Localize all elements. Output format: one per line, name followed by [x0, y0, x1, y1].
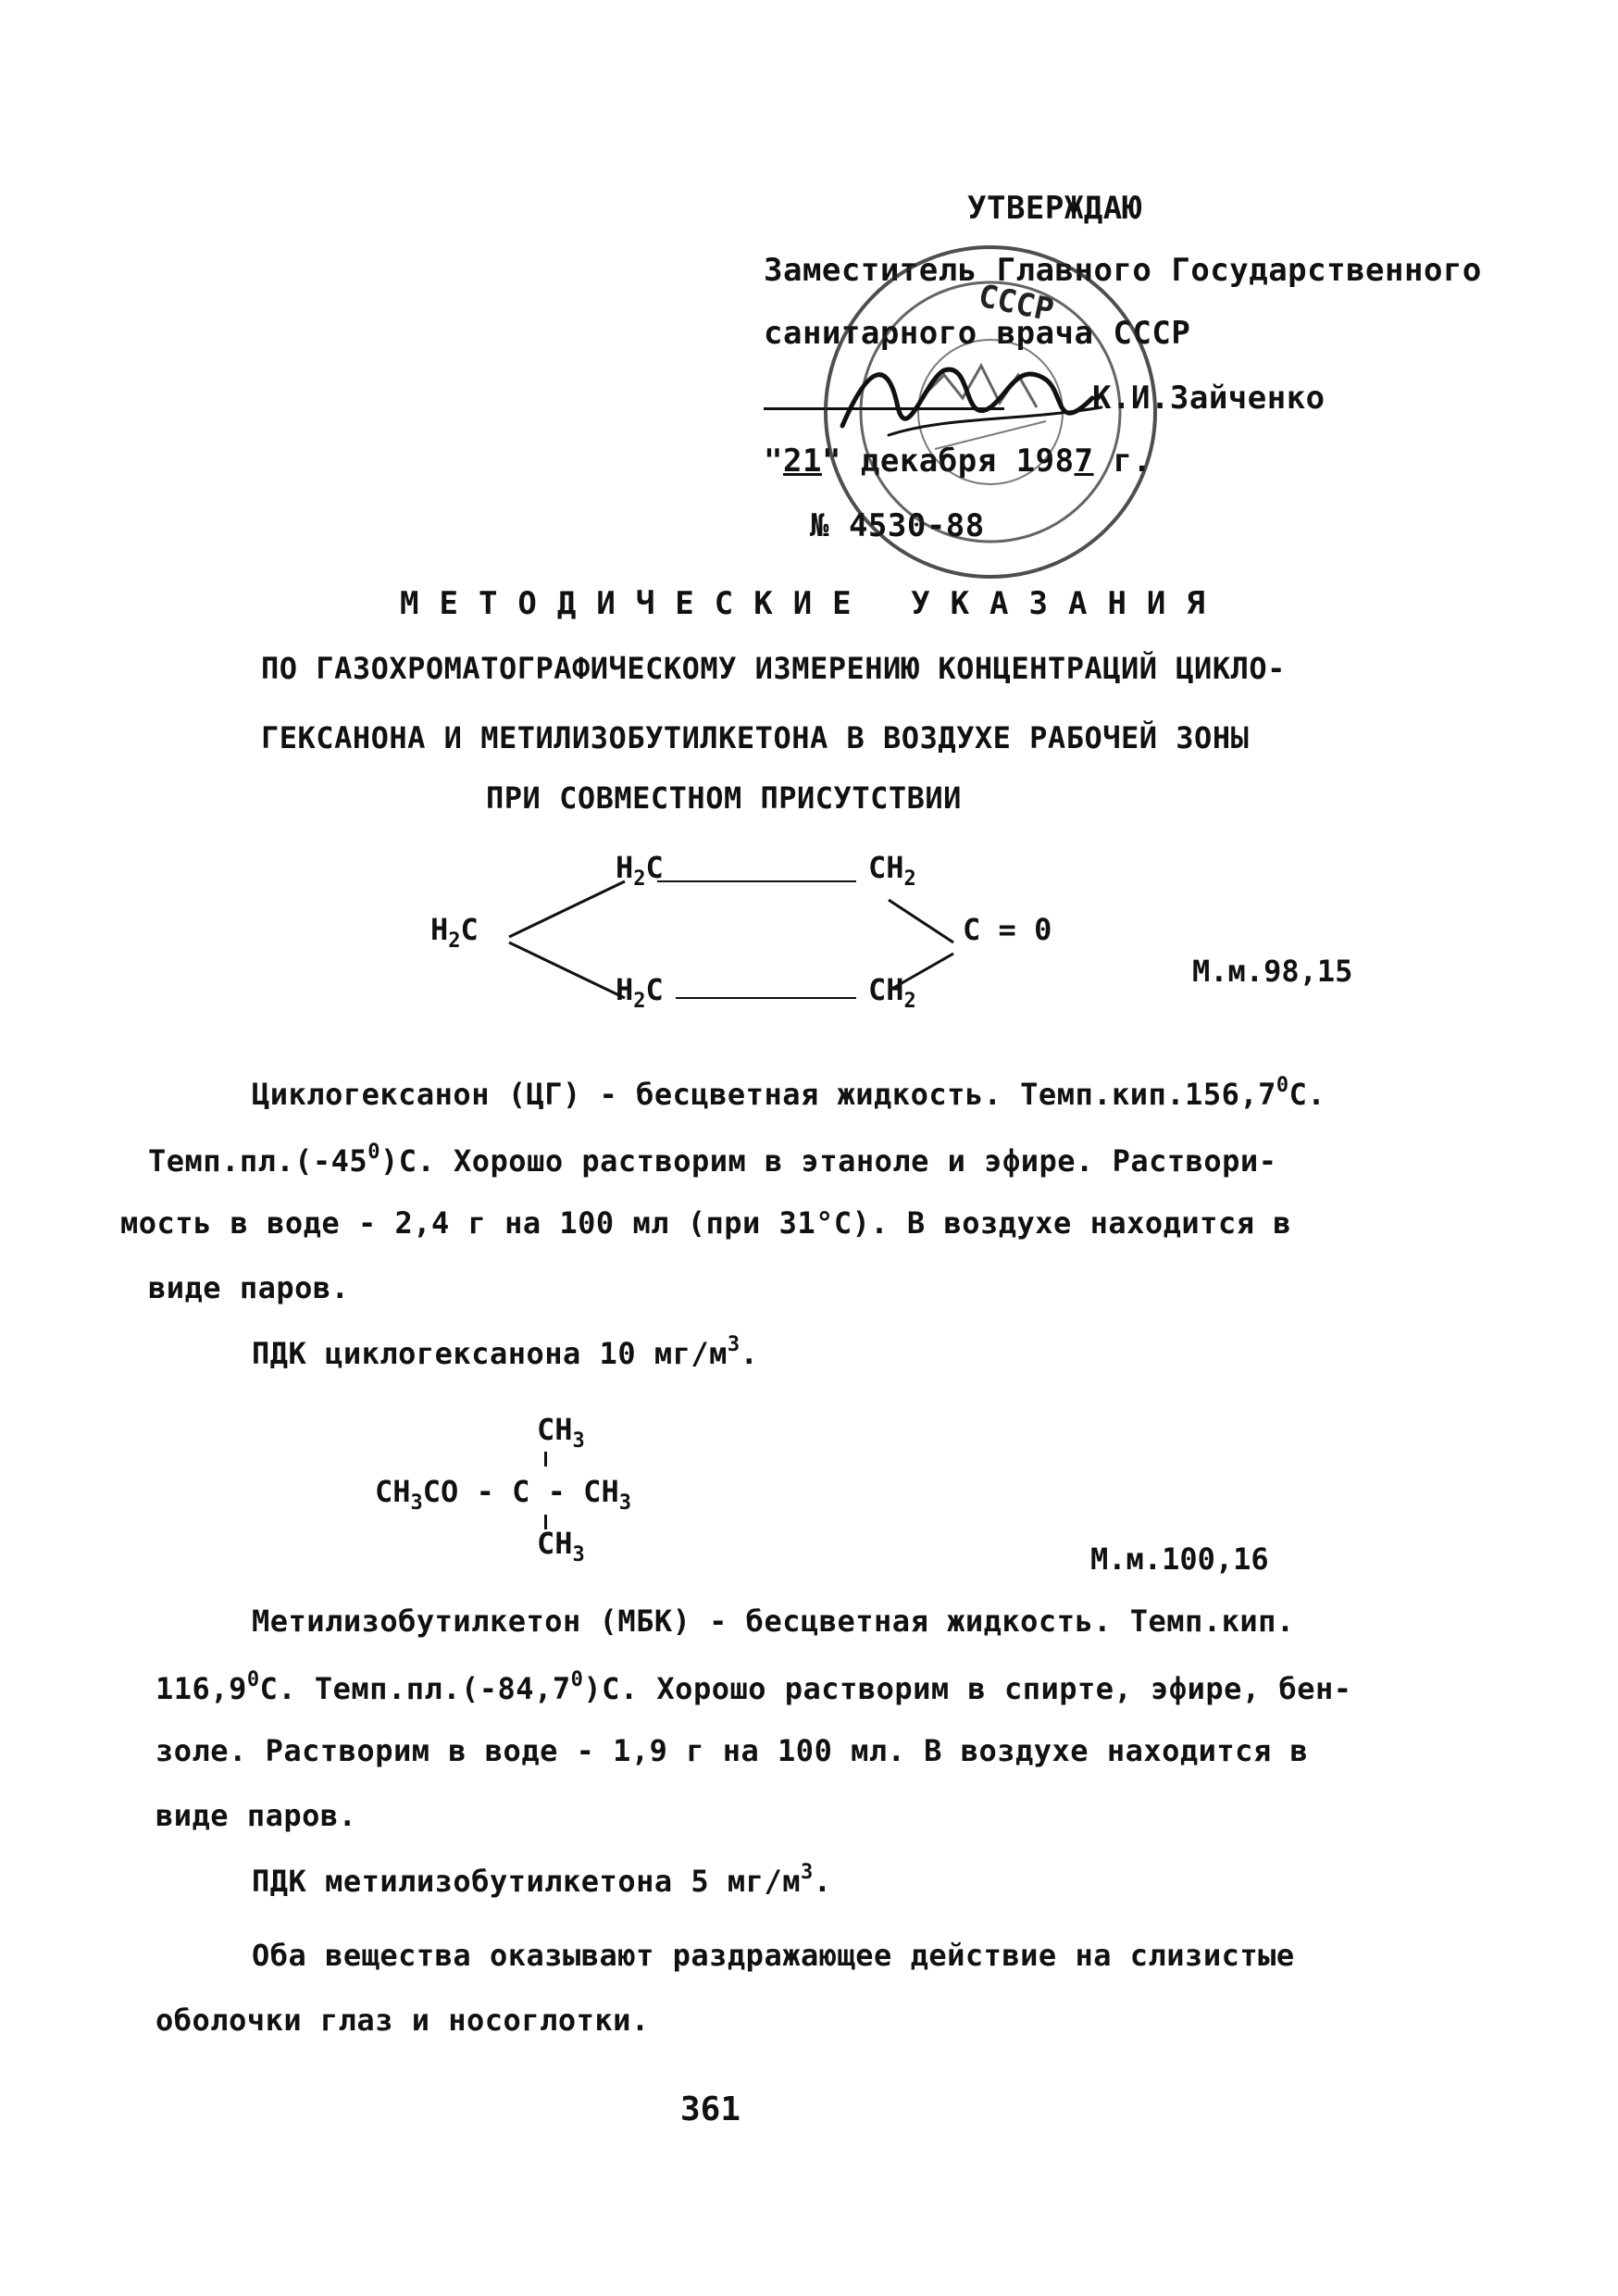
- formula2-molar-mass: М.м.100,16: [1090, 1541, 1269, 1577]
- title-line3: ГЕКСАНОНА И МЕТИЛИЗОБУТИЛКЕТОНА В ВОЗДУХЕ РАБОЧЕЙ ЗОНЫ: [261, 720, 1250, 755]
- title-line1: МЕТОДИЧЕСКИЕ УКАЗАНИЯ: [400, 585, 1226, 622]
- formula2-main-chain: $CH_3CO$ - C - $CH_3$: [375, 1474, 631, 1515]
- para1-line2: $Темп.пл.(-45^0)С$. Хорошо растворим в этаноле и эфире. Раствори-: [148, 1141, 1277, 1179]
- formula1-h2c-top: $H_2C$: [616, 850, 664, 891]
- para2-line2: 116,9$^0$С. Темп.пл.(-84,7$^0$)С. Хорошо растворим в спирте, эфире, бен-: [156, 1668, 1352, 1706]
- cyclohexanone-bonds: [500, 870, 1018, 1028]
- formula2-ch3-bottom: $CH_3$: [537, 1526, 585, 1566]
- approval-position-line2: санитарного врача СССР: [764, 315, 1191, 352]
- para1-line4: виде паров.: [148, 1270, 350, 1305]
- para2-line4: виде паров.: [156, 1798, 357, 1833]
- approval-date: "21" декабря 1987 г.: [764, 443, 1152, 480]
- page-number: 361: [680, 2090, 741, 2128]
- formula2-bond-top: [544, 1452, 547, 1466]
- pdk-cyclohexanone: ПДК циклогексанона 10 $мг/м^3$.: [252, 1333, 759, 1371]
- formula1-carbonyl: C = 0: [963, 912, 1052, 947]
- formula1-ch2-top: $CH_2$: [868, 850, 916, 891]
- approval-heading: УТВЕРЖДАЮ: [967, 190, 1142, 227]
- para1-line1: Циклогексанон (ЦГ) - бесцветная жидкость. Темп.кип.156,7$^0$С.: [252, 1074, 1326, 1112]
- formula1-ch2-bottom: $CH_2$: [868, 972, 916, 1013]
- approval-position-line1: Заместитель Главного Государственного: [764, 252, 1482, 289]
- title-line2: ПО ГАЗОХРОМАТОГРАФИЧЕСКОМУ ИЗМЕРЕНИЮ КОНЦЕНТРАЦИЙ ЦИКЛО-: [261, 651, 1286, 686]
- formula1-h2c-bottom: $H_2C$: [616, 972, 664, 1013]
- stamp-text: СССР: [975, 277, 1057, 330]
- formula1-h2c-left: $H_2C$: [430, 912, 479, 953]
- approval-signer: К.И.Зайченко: [1092, 380, 1326, 417]
- para3-line2: оболочки глаз и носоглотки.: [156, 2003, 650, 2038]
- pdk-mibk: ПДК метилизобутилкетона 5 $мг/м^3$.: [252, 1861, 832, 1899]
- para2-line3: золе. Растворим в воде - 1,9 г на 100 мл. В воздухе находится в: [156, 1733, 1309, 1768]
- title-line4: ПРИ СОВМЕСТНОМ ПРИСУТСТВИИ: [486, 780, 962, 816]
- approval-number: № 4530-88: [810, 507, 985, 544]
- formula1-molar-mass: М.м.98,15: [1192, 954, 1353, 989]
- para2-line1: Метилизобутилкетон (МБК) - бесцветная жидкость. Темп.кип.: [252, 1603, 1295, 1639]
- handwritten-signature: [833, 343, 1111, 457]
- para3-line1: Оба вещества оказывают раздражающее действие на слизистые: [252, 1938, 1295, 1973]
- formula2-ch3-top: $CH_3$: [537, 1412, 585, 1453]
- para1-line3: мость в воде - 2,4 г на 100 мл (при 31°С). В воздухе находится в: [120, 1205, 1291, 1241]
